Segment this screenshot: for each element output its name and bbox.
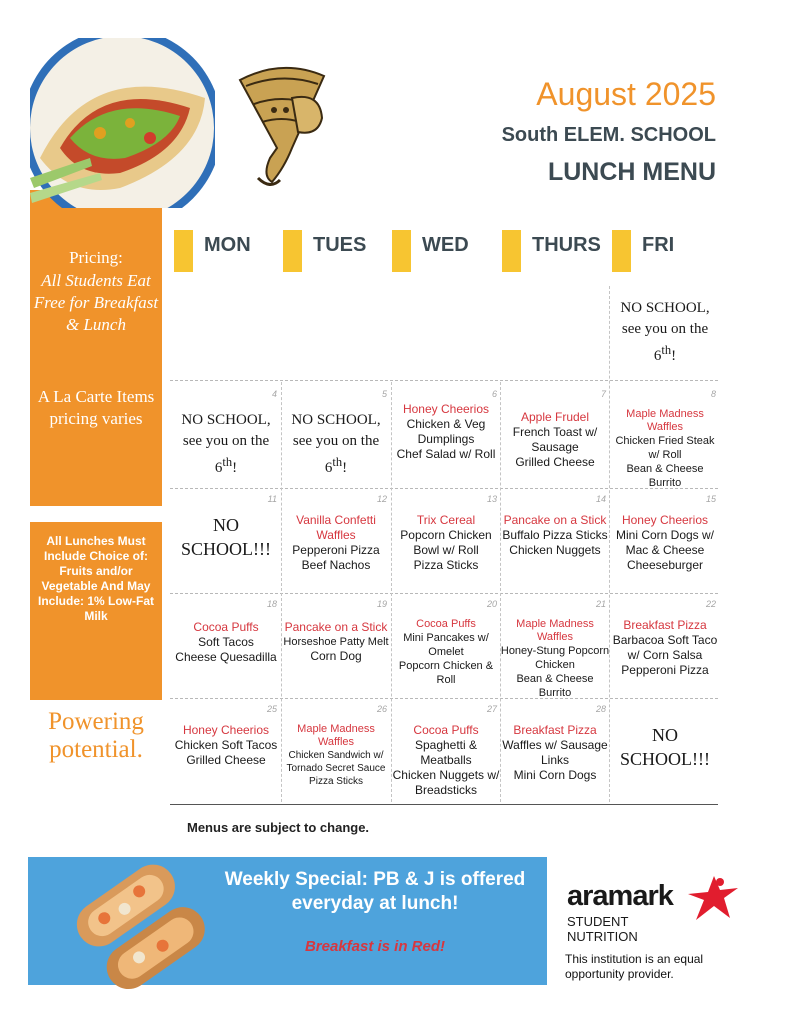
no-school-notice: NO SCHOOL!!! [620,725,710,769]
aramark-subtitle [567,914,638,944]
breakfast-item: Cocoa Puffs [193,620,259,634]
pricing-text: All Students Eat Free for Breakfast & Lunch [33,271,159,334]
date-number: 4 [271,389,277,399]
day-marker [392,230,411,272]
lunch-item: Pizza Sticks [309,776,363,787]
no-school-notice: NO SCHOOL, see you on the 6th! [291,412,381,476]
breakfast-item: Maple Madness Waffles [516,618,594,643]
breakfast-item: Pancake on a Stick [284,620,388,634]
lunch-item: Cheese Quesadilla [175,650,277,664]
aramark-subtitle-line: STUDENT [567,914,629,929]
date-number: 15 [705,494,716,504]
day-cell-aug-14 [500,491,610,591]
breakfast-item: Vanilla Confetti Waffles [296,513,376,542]
day-cell-aug-4 [171,386,281,486]
lunch-item: Beef Nachos [301,558,371,572]
date-number: 18 [266,599,277,609]
day-marker [502,230,521,272]
day-header-mon [174,228,280,274]
date-number: 14 [595,494,606,504]
date-number: 28 [595,704,606,714]
day-label: MON [204,234,251,256]
day-cell-aug-20 [391,596,501,696]
powering-potential-slogan: Powering potential. [48,708,144,763]
lunch-item: Corn Dog [310,649,362,663]
day-cell-aug-29 [610,701,720,801]
lunch-item: Bean & Cheese Burrito [626,463,704,489]
day-label: WED [422,234,469,256]
breakfast-item: Honey Cheerios [182,723,270,737]
lunch-item: Chef Salad w/ Roll [396,447,496,461]
lunch-item: Chicken Soft Tacos [174,738,278,752]
lunch-item: Mini Corn Dogs w/ Mac & Cheese [615,528,715,557]
day-cell-aug-18 [171,596,281,696]
breakfast-item: Trix Cereal [416,513,476,527]
lunch-item: Waffles w/ Sausage Links [502,738,608,767]
equal-opportunity-statement: This institution is an equal opportunity provider. [565,952,704,981]
date-number: 20 [486,599,497,609]
day-header-wed [392,228,498,274]
breakfast-item: Apple Frudel [520,410,590,424]
day-label: THURS [532,234,601,256]
date-number: 7 [600,389,606,399]
date-number: 13 [486,494,497,504]
lunch-item: Barbacoa Soft Taco w/ Corn Salsa [612,633,718,662]
wrap-sandwich-photo [60,840,210,990]
lunch-item: Pepperoni Pizza [292,543,380,557]
date-number: 25 [266,704,277,714]
no-school-notice: NO SCHOOL, see you on the 6th! [181,412,271,476]
day-label: TUES [313,234,367,256]
lunch-item: Chicken Sandwich w/ Tornado Secret Sauce [286,750,386,774]
lunch-item: Buffalo Pizza Sticks [502,528,608,542]
lunch-item: Grilled Cheese [515,455,595,469]
day-marker [283,230,302,272]
lunch-item: Chicken Nuggets w/ Breadsticks [392,768,500,797]
day-cell-aug-8 [610,386,720,489]
date-number: 8 [710,389,716,399]
breakfast-item: Honey Cheerios [621,513,709,527]
day-marker [612,230,631,272]
lunch-item: Popcorn Chicken Bowl w/ Roll [400,528,492,557]
row-divider [170,380,718,381]
no-school-notice: NO SCHOOL!!! [181,515,271,559]
pricing-panel [30,190,162,506]
day-header-thurs [502,228,608,274]
lunch-item: Bean & Cheese Burrito [516,673,594,699]
day-cell-aug-22 [610,596,720,696]
day-cell-aug-7 [500,386,610,486]
breakfast-item: Maple Madness Waffles [297,723,375,748]
date-number: 19 [376,599,387,609]
date-number: 21 [595,599,606,609]
breakfast-item: Honey Cheerios [402,402,490,416]
day-cell-aug-28 [500,701,610,801]
breakfast-item: Cocoa Puffs [413,723,479,737]
day-cell-aug-12 [281,491,391,591]
lunch-item: Chicken Nuggets [509,543,601,557]
day-cell-aug-5 [281,386,391,486]
breakfast-in-red-note: Breakfast is in Red! [304,938,446,955]
day-cell-aug-21 [500,596,610,699]
lunch-item: Soft Tacos [198,635,254,649]
lunch-item: Chicken & Veg Dumplings [406,417,486,446]
day-cell-aug-6 [391,386,501,486]
breakfast-item: Maple Madness Waffles [626,408,704,433]
day-cell-aug-26 [281,701,391,801]
menu-month: August 2025 [536,76,716,112]
day-header-tues [283,228,389,274]
weekly-special-title: Weekly Special: PB & J is offered everyday at lunch! [224,869,526,914]
lunch-requirements-text: All Lunches Must Include Choice of: Fruits and/or Vegetable And May Include: 1% Low-Fat Milk [37,534,154,623]
lunch-item: Cheeseburger [626,558,704,572]
day-cell-aug-1 [610,298,720,367]
row-divider [170,698,718,699]
calendar-bottom-border [170,804,718,805]
date-number: 26 [376,704,387,714]
lunch-item: Honey-Stung Popcorn Chicken [500,645,610,671]
pricing-heading: Pricing: [69,248,123,267]
day-cell-aug-27 [391,701,501,801]
page-title: LUNCH MENU [547,158,716,186]
lunch-item: Spaghetti & Meatballs [414,738,478,767]
menu-disclaimer: Menus are subject to change. [187,820,370,835]
aramark-subtitle-line: NUTRITION [567,929,638,944]
date-number: 11 [267,494,277,504]
day-label: FRI [642,234,675,256]
lunch-item: French Toast w/ Sausage [512,425,598,454]
aramark-star-icon [684,874,740,924]
date-number: 12 [376,494,387,504]
lunch-item: Mini Corn Dogs [513,768,597,782]
lunch-item: Mini Pancakes w/ Omelet [403,632,489,658]
day-cell-aug-13 [391,491,501,591]
day-header-fri [612,228,718,274]
lunch-item: Chicken Fried Steak w/ Roll [615,435,715,461]
breakfast-item: Breakfast Pizza [513,723,597,737]
taco-photo [30,38,215,208]
date-number: 22 [705,599,716,609]
breakfast-item: Pancake on a Stick [503,513,607,527]
lunch-item: Grilled Cheese [186,753,266,767]
day-cell-aug-25 [171,701,281,801]
tornado-mascot-icon [232,58,332,190]
school-name: South ELEM. SCHOOL [501,124,716,146]
lunch-item: Pepperoni Pizza [621,663,709,677]
lunch-item: Pizza Sticks [413,558,479,572]
aramark-logo: aramark [567,880,673,912]
alacarte-text: A La Carte Items pricing varies [37,387,155,428]
date-number: 27 [486,704,497,714]
date-number: 6 [491,389,497,399]
breakfast-item: Breakfast Pizza [623,618,707,632]
date-number: 5 [381,389,387,399]
no-school-notice: NO SCHOOL, see you on the 6th! [620,300,710,364]
day-cell-aug-15 [610,491,720,591]
day-marker [174,230,193,272]
lunch-item: Horseshoe Patty Melt [283,636,389,648]
day-cell-aug-19 [281,596,391,696]
day-cell-aug-11 [171,491,281,591]
breakfast-item: Cocoa Puffs [416,618,476,630]
lunch-item: Popcorn Chicken & Roll [398,660,494,686]
row-divider [170,593,718,594]
